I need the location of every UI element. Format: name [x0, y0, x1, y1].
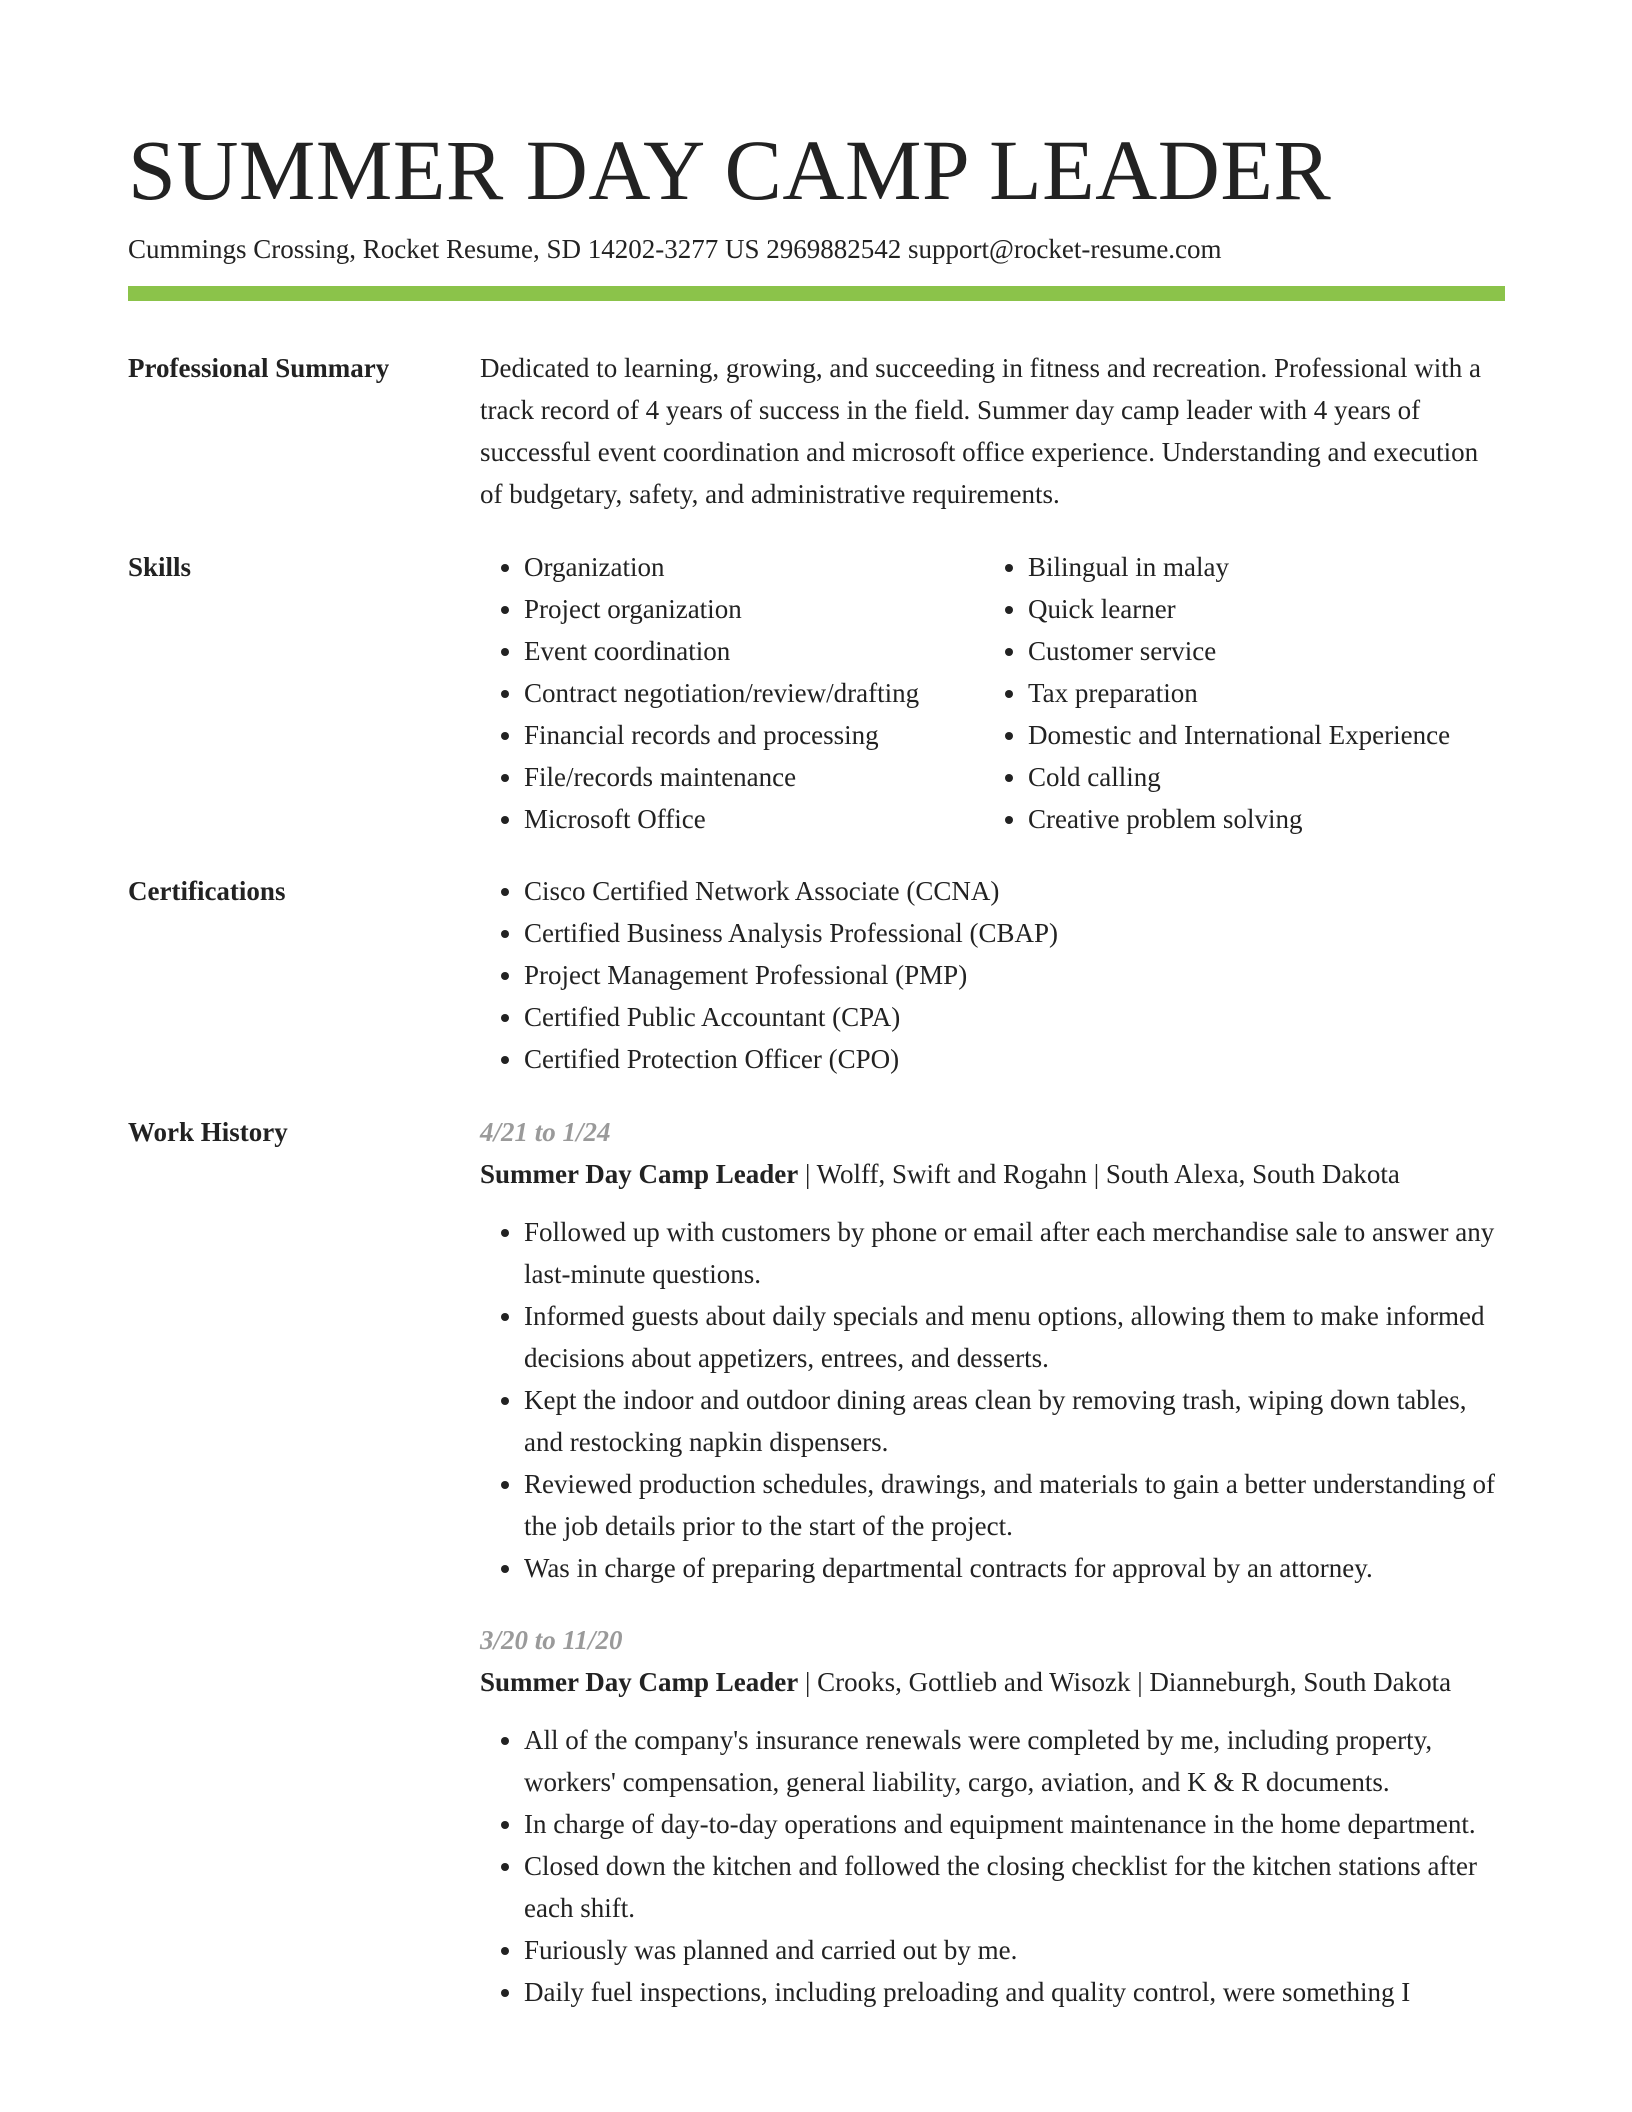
job-bullet: • Informed guests about daily specials and menu options, allowing them to make informed decisions about appetizers, entrees, and desserts. [524, 1295, 1505, 1379]
summary-text: Dedicated to learning, growing, and succeeding in fitness and recreation. Professional with a track record of 4 years of success in the field. Summer day camp leader with 4 years of successful event coordination and microsoft office experience. Understanding and execution of budgetary, safety, and administrative requirements. [480, 353, 1481, 509]
certification-item: • Cisco Certified Network Associate (CCNA) [524, 870, 1505, 912]
skill-item: • Customer service [1028, 630, 1505, 672]
job-heading [480, 1153, 1505, 1195]
certifications-heading: Certifications [128, 876, 286, 906]
skills-list-right [984, 546, 1505, 840]
work-history-section [480, 1111, 1505, 2013]
certification-item: • Certified Public Accountant (CPA) [524, 996, 1505, 1038]
job-bullet: • Kept the indoor and outdoor dining areas clean by removing trash, wiping down tables, and restocking napkin dispensers. [524, 1379, 1505, 1463]
skill-item: • Project organization [524, 588, 984, 630]
job-entry [480, 1619, 1505, 2013]
job-heading [480, 1661, 1505, 1703]
skill-item: • Creative problem solving [1028, 798, 1505, 840]
summary-section [480, 347, 1505, 515]
skill-item: • Organization [524, 546, 984, 588]
job-date: 4/21 to 1/24 [480, 1117, 611, 1147]
skill-item: • Quick learner [1028, 588, 1505, 630]
header-divider [128, 286, 1505, 301]
skill-item: • Contract negotiation/review/drafting [524, 672, 984, 714]
resume-title: SUMMER DAY CAMP LEADER [128, 122, 1332, 218]
job-date: 3/20 to 11/20 [480, 1625, 623, 1655]
contact-info: Cummings Crossing, Rocket Resume, SD 14202-3277 US 2969882542 support@rocket-resume.com [128, 234, 1222, 264]
job-details: | Wolff, Swift and Rogahn | South Alexa, South Dakota [798, 1159, 1400, 1189]
job-bullet: • All of the company's insurance renewals were completed by me, including property, workers' compensation, general liability, cargo, aviation, and K & R documents. [524, 1719, 1505, 1803]
skills-section [480, 546, 1505, 840]
job-bullet: • Furiously was planned and carried out by me. [524, 1929, 1505, 1971]
job-details: | Crooks, Gottlieb and Wisozk | Dianneburgh, South Dakota [798, 1667, 1452, 1697]
skill-item: • Financial records and processing [524, 714, 984, 756]
certification-item: • Certified Protection Officer (CPO) [524, 1038, 1505, 1080]
certifications-list [480, 870, 1505, 1080]
work-history-heading: Work History [128, 1117, 288, 1147]
skill-item: • Domestic and International Experience [1028, 714, 1505, 756]
certification-item: • Project Management Professional (PMP) [524, 954, 1505, 996]
job-bullet: • Reviewed production schedules, drawings, and materials to gain a better understanding of the job details prior to the start of the project. [524, 1463, 1505, 1547]
skill-item: • File/records maintenance [524, 756, 984, 798]
job-entry [480, 1111, 1505, 1589]
job-bullets [480, 1719, 1505, 2013]
skill-item: • Microsoft Office [524, 798, 984, 840]
summary-heading: Professional Summary [128, 353, 390, 383]
job-bullet: • Was in charge of preparing departmental contracts for approval by an attorney. [524, 1547, 1505, 1589]
skill-item: • Event coordination [524, 630, 984, 672]
job-title: Summer Day Camp Leader [480, 1159, 799, 1189]
job-bullet: • Closed down the kitchen and followed the closing checklist for the kitchen stations after each shift. [524, 1845, 1505, 1929]
job-bullets [480, 1211, 1505, 1589]
job-bullet: • Followed up with customers by phone or email after each merchandise sale to answer any last-minute questions. [524, 1211, 1505, 1295]
skill-item: • Bilingual in malay [1028, 546, 1505, 588]
certification-item: • Certified Business Analysis Professional (CBAP) [524, 912, 1505, 954]
skill-item: • Cold calling [1028, 756, 1505, 798]
certifications-section [480, 870, 1505, 1080]
skills-heading: Skills [128, 552, 192, 582]
skills-list-left [480, 546, 984, 840]
skill-item: • Tax preparation [1028, 672, 1505, 714]
job-title: Summer Day Camp Leader [480, 1667, 799, 1697]
job-bullet: • Daily fuel inspections, including preloading and quality control, were something I [524, 1971, 1505, 2013]
job-bullet: • In charge of day-to-day operations and equipment maintenance in the home department. [524, 1803, 1505, 1845]
